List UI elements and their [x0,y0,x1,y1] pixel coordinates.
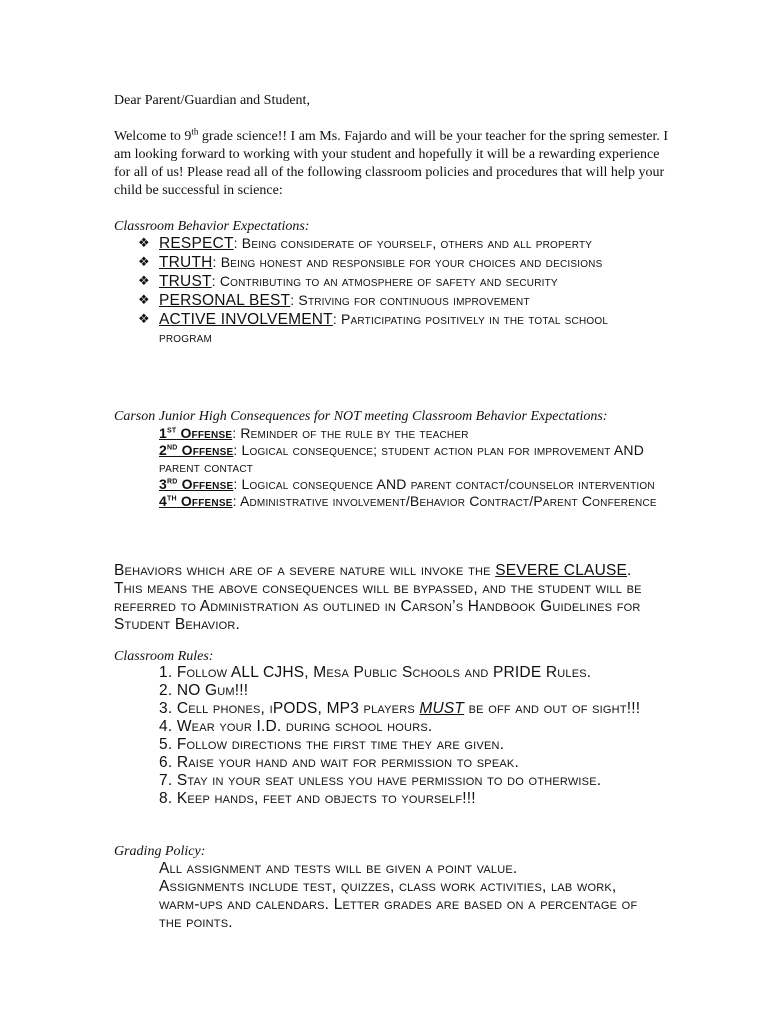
behavior-term: TRUST [159,273,212,290]
greeting: Dear Parent/Guardian and Student, [114,93,310,108]
offense-word: Offense [177,442,234,458]
behavior-desc: : Being honest and responsible for your choices and decisions [212,254,603,270]
rules-list [159,664,659,808]
list-item [138,292,658,310]
rule-item: 1. Follow ALL CJHS, Mesa Public Schools and PRIDE Rules. [159,664,592,681]
rule-item: 8. Keep hands, feet and objects to yourself!!! [159,790,476,807]
offense-label [159,442,233,458]
severe-clause-term: SEVERE CLAUSE [495,562,628,579]
diamond-star-bullet-icon: ❖ [138,274,150,289]
offense-label [159,476,233,492]
offense-word: Offense [177,476,234,492]
offense-desc: : Logical consequence AND parent contact/counselor intervention [233,476,655,492]
offense-ordinal: th [167,492,177,504]
offense-desc: : Reminder of the rule by the teacher [232,425,469,441]
behavior-term: TRUTH [159,254,213,271]
offense-ordinal: rd [167,475,178,487]
rule-item: 2. NO Gum!!! [159,682,249,699]
severe-text-start: Behaviors which are of a severe nature will invoke the [114,562,496,579]
offense-number: 3 [159,476,167,492]
rules-heading: Classroom Rules: [114,649,214,664]
rule-item: 4. Wear your I.D. during school hours. [159,718,433,735]
offense-word: Offense [176,493,233,509]
behavior-desc: : Contributing to an atmosphere of safety and security [211,273,558,289]
list-item [138,254,658,272]
intro-text-rest: grade science!! I am Ms. Fajardo and will be your teacher for the spring semester. I am looking forward to working with your student and hopefully it will be a rewarding experience for all of us! Please read all of the following classroom policies and procedures that will help your child be successful in science: [114,129,669,198]
offense-item [159,442,659,476]
offense-list [159,425,659,510]
rule-item [159,700,659,718]
offense-desc: : Administrative involvement/Behavior Contract/Parent Conference [232,493,657,509]
diamond-star-bullet-icon: ❖ [138,293,150,308]
list-item [138,273,658,291]
severe-text-rest: . This means the above consequences will be bypassed, and the student will be referred to Administration as outlined in Carson’s Handbook Guidelines for Student Behavior. [114,562,642,633]
list-item [138,235,658,253]
rule-emphasis: MUST [419,700,465,717]
rule-text-start: 3. Cell phones, iPODS, MP3 players [159,700,420,717]
behavior-list [138,235,658,347]
behavior-term: PERSONAL BEST [159,292,291,309]
consequences-heading: Carson Junior High Consequences for NOT meeting Classroom Behavior Expectations: [114,409,608,424]
diamond-star-bullet-icon: ❖ [138,236,150,251]
rule-item: 6. Raise your hand and wait for permission to speak. [159,754,519,771]
offense-label [159,493,233,509]
offense-label [159,425,232,441]
diamond-star-bullet-icon: ❖ [138,312,150,327]
grading-heading: Grading Policy: [114,844,206,859]
offense-desc: : Logical consequence; student action plan for improvement AND parent contact [159,442,645,475]
behavior-desc: : Striving for continuous improvement [290,292,530,308]
offense-ordinal: st [167,424,177,436]
rule-item: 7. Stay in your seat unless you have permission to do otherwise. [159,772,602,789]
offense-item [159,425,659,442]
rule-item: 5. Follow directions the first time they are given. [159,736,505,753]
offense-item [159,476,659,493]
grading-line: All assignment and tests will be given a point value. [159,860,518,877]
diamond-star-bullet-icon: ❖ [138,255,150,270]
behavior-desc: : Being considerate of yourself, others and all property [233,235,593,251]
grading-policy [159,860,659,932]
grading-line: Assignments include test, quizzes, class work activities, lab work, warm-ups and calendars. Letter grades are based on a percentage of the points. [159,878,638,931]
behavior-term: ACTIVE INVOLVEMENT [159,311,333,328]
rule-text-rest: be off and out of sight!!! [464,700,641,717]
offense-number: 2 [159,442,167,458]
list-item [138,311,658,346]
behavior-term: RESPECT [159,235,234,252]
intro-ordinal-sup: th [191,126,199,137]
intro-text-start: Welcome to 9 [114,129,192,144]
intro-paragraph [114,128,674,200]
behavior-desc: : Participating positively in the total school program [159,311,609,345]
offense-number: 4 [159,493,167,509]
offense-item [159,493,659,510]
severe-clause-paragraph [114,562,654,634]
offense-word: Offense [176,425,233,441]
offense-number: 1 [159,425,167,441]
offense-ordinal: nd [167,441,178,453]
behavior-heading: Classroom Behavior Expectations: [114,219,310,234]
